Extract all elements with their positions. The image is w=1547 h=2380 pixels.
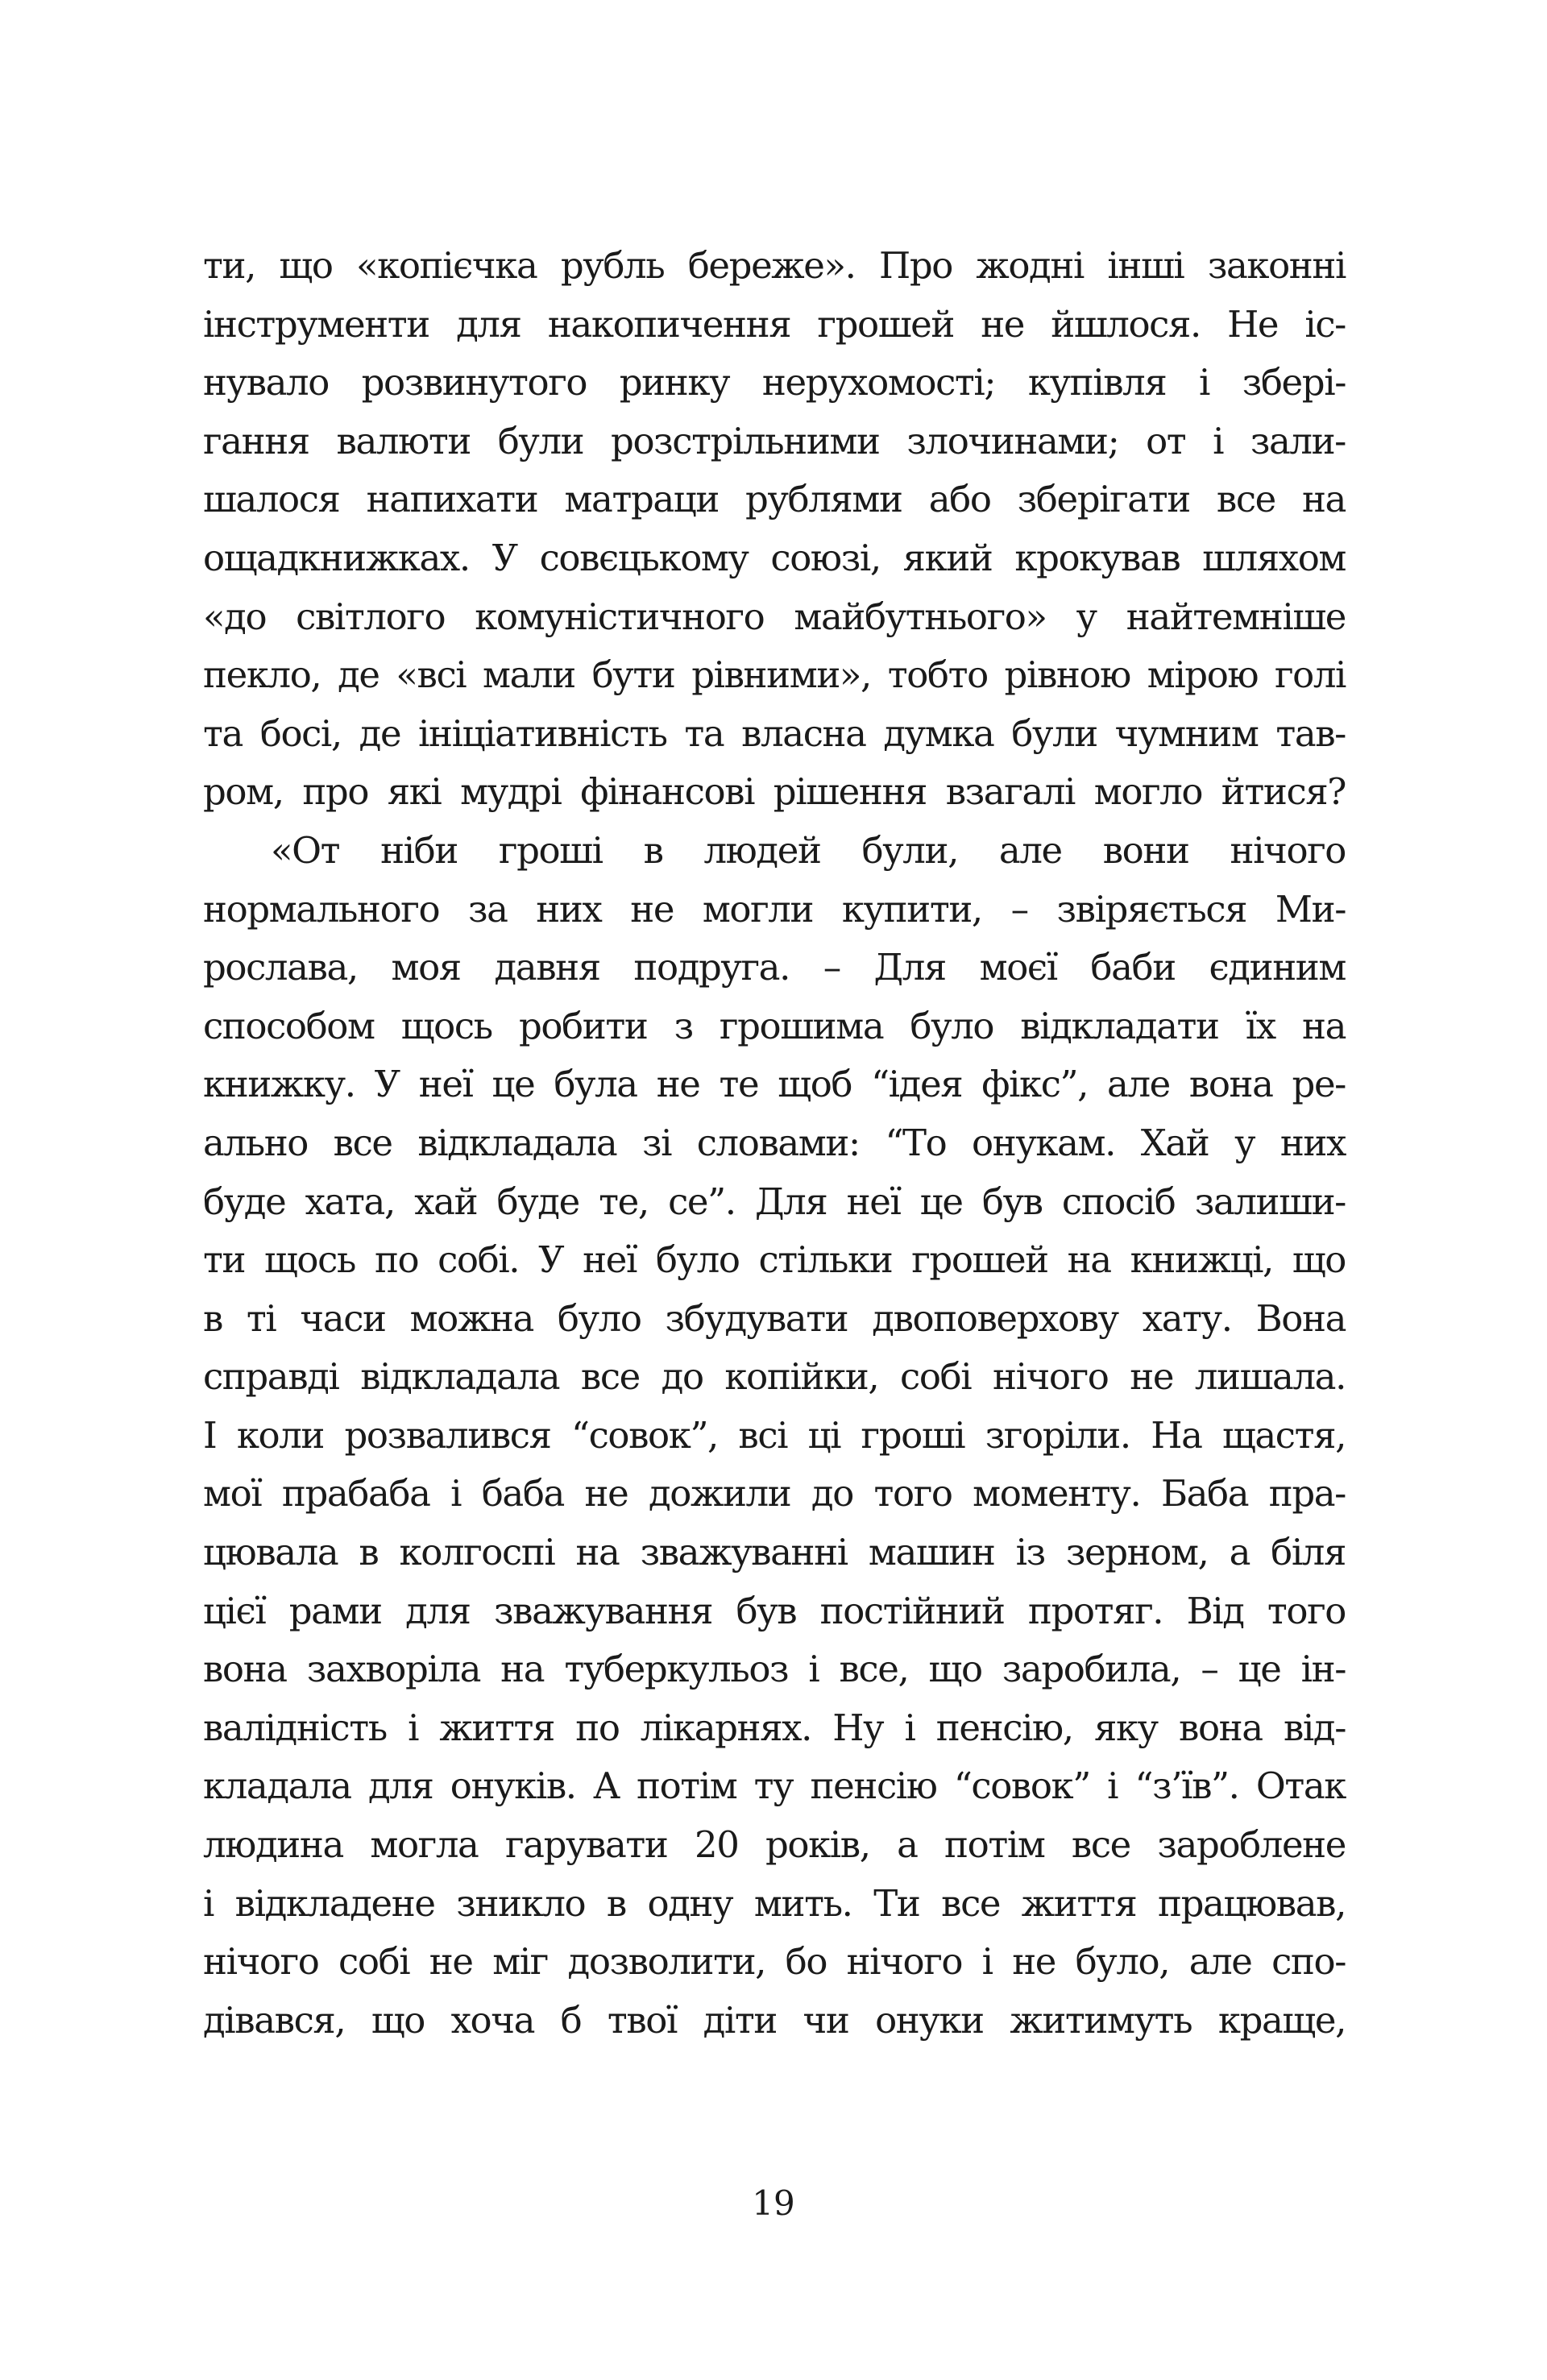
text-line: інструменти для накопичення грошей не йшлося. Не іс- <box>203 302 1346 346</box>
text-line: нормального за них не могли купити, – звіряється Ми- <box>203 887 1346 931</box>
text-line: людина могла гарувати 20 років, а потім все зароблене <box>203 1823 1346 1867</box>
text-line: в ті часи можна було збудувати двоповерхову хату. Вона <box>203 1296 1346 1340</box>
text-line: справді відкладала все до копійки, собі нічого не лишала. <box>203 1355 1346 1399</box>
text-line: та босі, де ініціативність та власна думка були чумним тав- <box>203 711 1346 755</box>
text-line: і відкладене зникло в одну мить. Ти все життя працював, <box>203 1881 1346 1925</box>
text-line: ти щось по собі. У неї було стільки грошей на книжці, що <box>203 1238 1346 1282</box>
text-line: нічого собі не міг дозволити, бо нічого і не було, але спо- <box>203 1940 1346 1984</box>
body-text <box>203 237 1346 2050</box>
text-line: дівався, що хоча б твої діти чи онуки житимуть краще, <box>203 1998 1346 2042</box>
text-line: мої прабаба і баба не дожили до того моменту. Баба пра- <box>203 1472 1346 1515</box>
text-line: ально все відкладала зі словами: “То онукам. Хай у них <box>203 1121 1346 1164</box>
text-line: шалося напихати матраци рублями або зберігати все на <box>203 478 1346 521</box>
text-line: гання валюти були розстрільними злочинами; от і зали- <box>203 419 1346 462</box>
text-line-paragraph-start: «От ніби гроші в людей були, але вони нічого <box>271 828 1346 872</box>
page-number: 19 <box>752 2183 795 2223</box>
text-line: книжку. У неї це була не те щоб “ідея фікс”, але вона ре- <box>203 1063 1346 1106</box>
text-line: валідність і життя по лікарнях. Ну і пенсію, яку вона від- <box>203 1706 1346 1749</box>
text-line: вона захворіла на туберкульоз і все, що заробила, – це ін- <box>203 1648 1346 1691</box>
text-line: кладала для онуків. А потім ту пенсію “совок” і “з’їв”. Отак <box>203 1764 1346 1808</box>
text-line: буде хата, хай буде те, се”. Для неї це був спосіб залиши- <box>203 1180 1346 1223</box>
text-line: способом щось робити з грошима було відкладати їх на <box>203 1004 1346 1047</box>
text-line: пекло, де «всі мали бути рівними», тобто рівною мірою голі <box>203 653 1346 697</box>
text-line: ощадкнижках. У совєцькому союзі, який крокував шляхом <box>203 536 1346 579</box>
text-line: нувало розвинутого ринку нерухомості; купівля і збері- <box>203 361 1346 404</box>
text-line-paragraph-end: ром, про які мудрі фінансові рішення взагалі могло йтися? <box>203 770 1346 814</box>
text-line: цювала в колгоспі на зважуванні машин із зерном, а біля <box>203 1531 1346 1574</box>
text-line: рослава, моя давня подруга. – Для моєї баби єдиним <box>203 946 1346 989</box>
text-line: «до світлого комуністичного майбутнього» у найтемніше <box>203 595 1346 638</box>
text-line: І коли розвалився “совок”, всі ці гроші згоріли. На щастя, <box>203 1413 1346 1457</box>
text-line: ти, що «копієчка рубль береже». Про жодні інші законні <box>203 244 1346 287</box>
text-line: цієї рами для зважування був постійний протяг. Від того <box>203 1589 1346 1632</box>
